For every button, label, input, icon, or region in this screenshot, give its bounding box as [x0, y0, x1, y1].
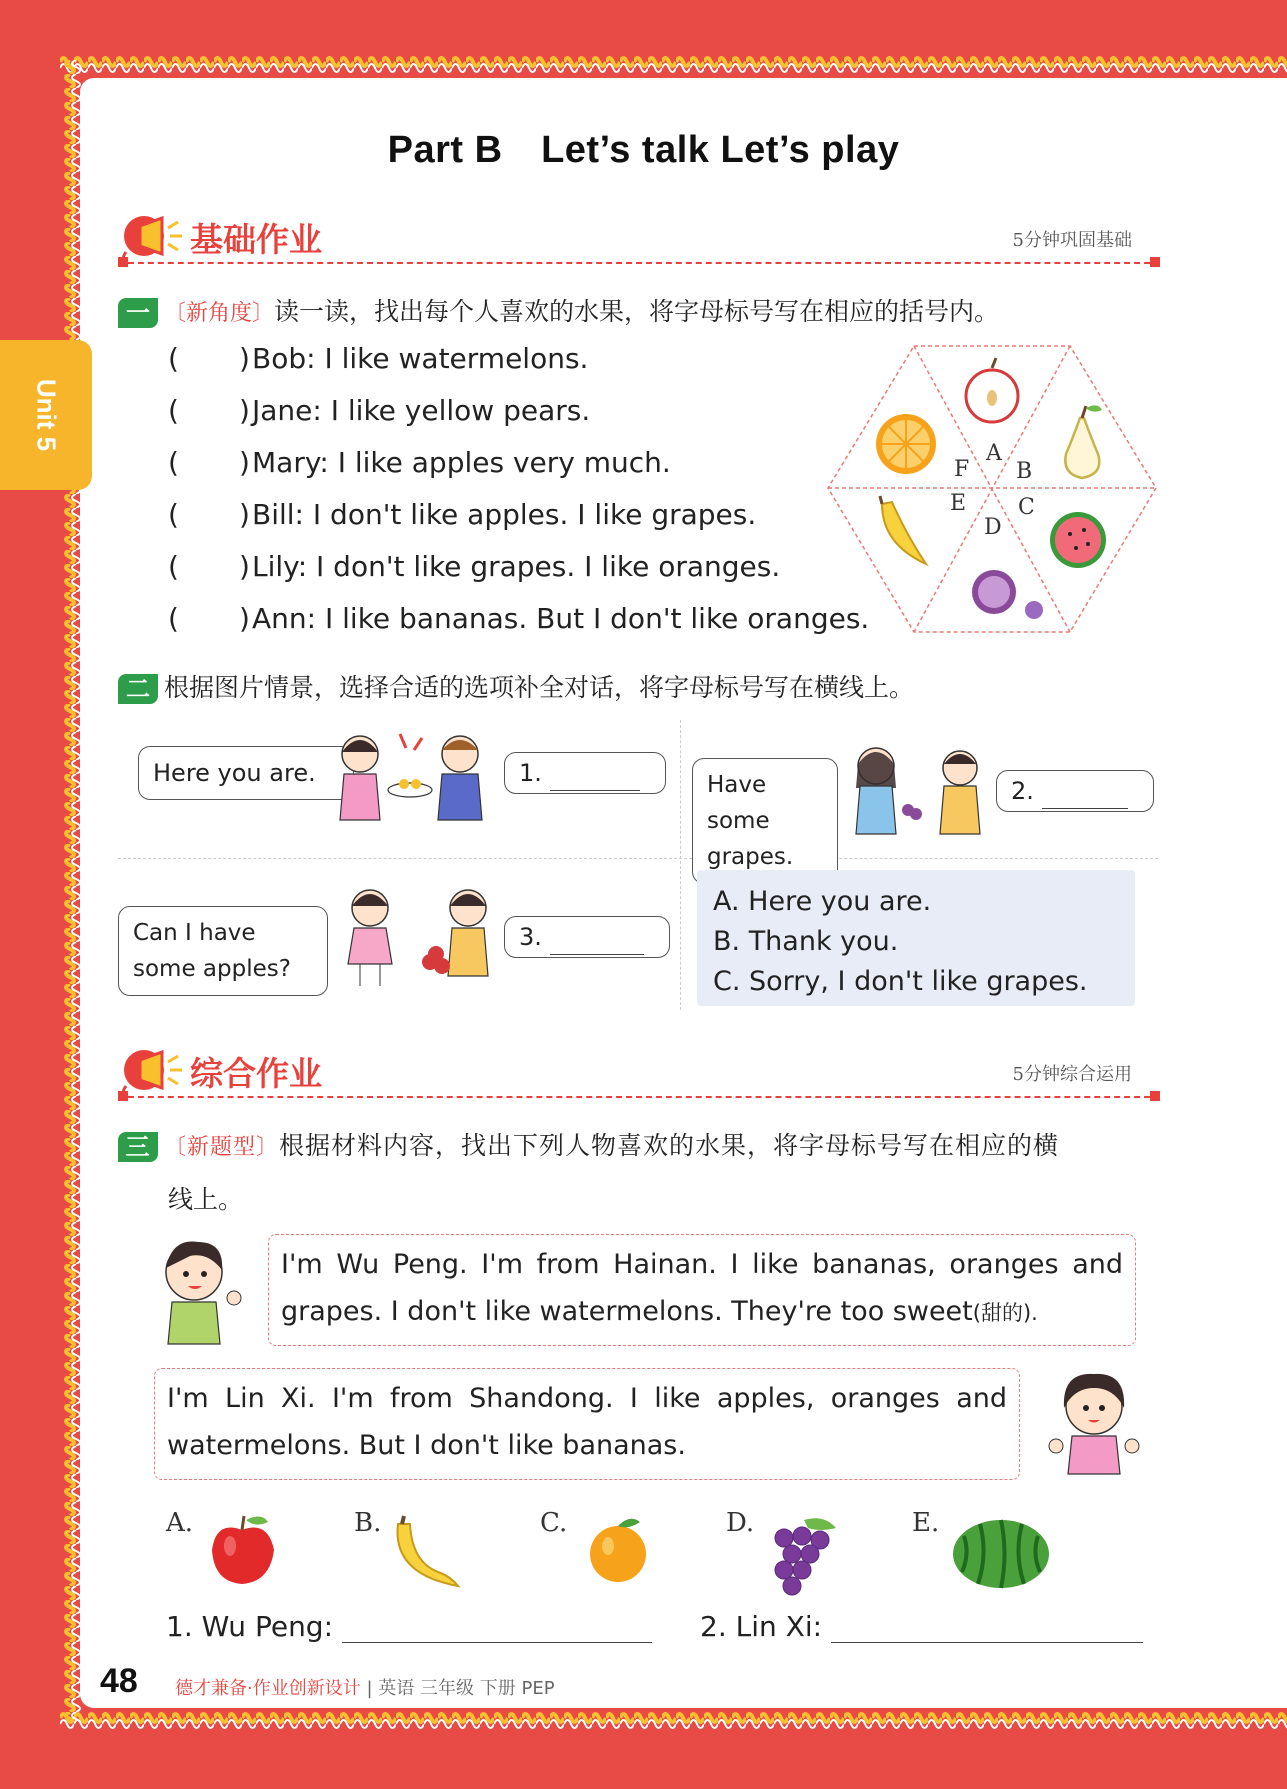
q1-item-5: ( )Lily: I don't like grapes. I like oranges. [168, 550, 781, 583]
page-number: 48 [100, 1662, 138, 1700]
footer-volume: 下册 [479, 1678, 516, 1699]
watermelon-icon [950, 1516, 1052, 1592]
blank-2-input[interactable] [1042, 786, 1128, 809]
question-instruction: 根据图片情景，选择合适的选项补全对话，将字母标号写在横线上。 [164, 673, 915, 702]
hex-letter-e: E [950, 491, 967, 516]
section-note: 5分钟巩固基础 [1012, 230, 1132, 251]
grapes-icon [764, 1514, 842, 1598]
answer-bubble-2: 2. [996, 770, 1154, 812]
q1-instruction-line [118, 292, 999, 328]
fruit-label-e: E. [912, 1508, 940, 1538]
speech-bubble-2: Have some grapes. [692, 758, 838, 884]
q2-instruction-line [118, 668, 914, 704]
wavy-border-top [60, 50, 1287, 80]
orange-slice-icon [876, 414, 936, 474]
wavy-border-bottom [60, 1706, 1287, 1736]
question-number-badge: 二 [118, 674, 158, 704]
question-number-badge: 三 [118, 1132, 158, 1162]
hex-letter-d: D [984, 515, 1002, 540]
question-tag: 〔新题型〕 [164, 1135, 280, 1160]
two-kids-apples-icon [338, 880, 498, 992]
banana-icon [388, 1514, 462, 1594]
two-kids-grapes-icon [846, 738, 996, 846]
answer-paren[interactable]: ( ) [168, 342, 250, 375]
dialogue-grid-divider-v [680, 720, 681, 1010]
answer-paren[interactable]: ( ) [168, 394, 250, 427]
q3-instruction-line-2: 线上。 [168, 1185, 244, 1214]
section-header-comprehensive [118, 1042, 1160, 1098]
pear-icon [1065, 405, 1102, 478]
speech-bubble-3: Can I have some apples? [118, 906, 328, 996]
unit-tab-label: Unit 5 [31, 378, 62, 452]
watermelon-slice-icon [1050, 512, 1106, 568]
orange-icon [586, 1512, 652, 1586]
q1-item-1: ( )Bob: I like watermelons. [168, 342, 589, 375]
speech-bubble-1: Here you are. [138, 746, 354, 800]
q1-item-6: ( )Ann: I like bananas. But I don't like oranges. [168, 602, 870, 635]
answer-lin-xi: 2. Lin Xi: [700, 1610, 1143, 1643]
unit-tab [0, 340, 92, 490]
option-c: C. Sorry, I don't like grapes. [713, 966, 1088, 997]
boy-avatar [150, 1232, 246, 1352]
fruit-label-d: D. [726, 1508, 755, 1538]
page-title: Part B Let’s talk Let’s play [387, 129, 900, 171]
section-header-basic [118, 208, 1160, 264]
answer-wu-peng-input[interactable] [342, 1612, 652, 1643]
grape-icon [972, 570, 1043, 619]
question-number-badge: 一 [118, 298, 158, 328]
apple-icon [206, 1512, 280, 1588]
apple-icon [966, 358, 1018, 422]
hex-letter-f: F [954, 457, 970, 482]
q1-item-2: ( )Jane: I like yellow pears. [168, 394, 591, 427]
answer-bubble-1: 1. [504, 752, 666, 794]
section-divider [118, 1096, 1160, 1098]
footer-edition: PEP [521, 1678, 555, 1699]
reading-text-lin-xi: I'm Lin Xi. I'm from Shandong. I like apples, oranges and watermelons. But I don't like bananas. [154, 1368, 1020, 1480]
reading-text-wu-peng: I'm Wu Peng. I'm from Hainan. I like bananas, oranges and grapes. I don't like watermelons. They're too sweet(甜的). [268, 1234, 1136, 1346]
answer-wu-peng: 1. Wu Peng: [166, 1610, 652, 1643]
answer-bubble-3: 3. [504, 916, 670, 958]
megaphone-icon [118, 1042, 188, 1098]
fruit-hexagon-diagram [826, 344, 1158, 634]
question-instruction: 根据材料内容，找出下列人物喜欢的水果，将字母标号写在相应的横 [279, 1131, 1060, 1160]
answer-paren[interactable]: ( ) [168, 446, 250, 479]
answer-paren[interactable]: ( ) [168, 550, 250, 583]
hex-letter-b: B [1016, 459, 1033, 484]
footer-brand: 德才兼备·作业创新设计 [175, 1678, 361, 1699]
question-tag: 〔新角度〕 [164, 301, 275, 326]
fruit-label-b: B. [354, 1508, 382, 1538]
answer-lin-xi-input[interactable] [831, 1612, 1143, 1643]
footer-credit: 德才兼备·作业创新设计 | 英语 三年级 下册 PEP [175, 1678, 555, 1699]
girl-avatar [1044, 1362, 1144, 1486]
q3-instruction-line [118, 1126, 1059, 1162]
option-b: B. Thank you. [713, 926, 899, 957]
q1-item-4: ( )Bill: I don't like apples. I like grapes. [168, 498, 757, 531]
footer-grade: 三年级 [420, 1678, 475, 1699]
megaphone-icon [118, 208, 188, 264]
answer-paren[interactable]: ( ) [168, 498, 250, 531]
blank-1-input[interactable] [550, 768, 640, 791]
blank-3-input[interactable] [550, 932, 644, 955]
two-kids-sharing-icon [330, 728, 500, 836]
section-title: 基础作业 [190, 220, 322, 259]
options-box [697, 870, 1135, 1006]
fruit-label-c: C. [540, 1508, 568, 1538]
q1-item-3: ( )Mary: I like apples very much. [168, 446, 671, 479]
section-title: 综合作业 [190, 1054, 322, 1093]
question-instruction: 读一读，找出每个人喜欢的水果，将字母标号写在相应的括号内。 [274, 297, 1000, 326]
hex-letter-a: A [986, 441, 1002, 466]
hex-letter-c: C [1018, 495, 1035, 520]
banana-icon [880, 496, 926, 564]
fruit-label-a: A. [166, 1508, 194, 1538]
footer-subject: 英语 [378, 1678, 415, 1699]
section-note: 5分钟综合运用 [1012, 1064, 1132, 1085]
option-a: A. Here you are. [713, 886, 932, 917]
dialogue-grid-divider-h [118, 858, 1158, 859]
section-divider [118, 262, 1160, 264]
answer-paren[interactable]: ( ) [168, 602, 250, 635]
